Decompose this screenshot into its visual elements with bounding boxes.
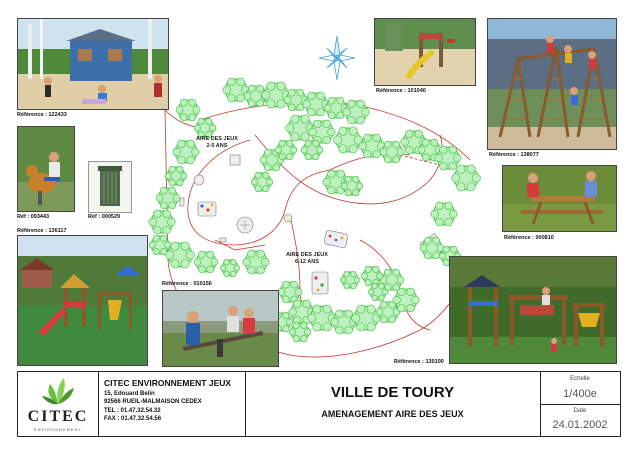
tree-canopy-lobe [435,154,443,162]
tree-canopy-lobe [248,100,255,107]
tree-canopy-lobe [393,269,400,276]
tree-canopy-lobe [451,246,457,252]
tree-canopy-lobe [275,147,281,153]
tree-canopy-lobe [198,251,205,258]
tree-canopy-lobe [435,202,443,210]
tree-canopy-lobe [189,99,196,106]
tree-canopy-lobe [412,296,420,304]
tree-canopy-lobe [177,140,185,148]
tree-canopy-lobe [283,325,289,331]
photo-picnic-table [502,165,617,232]
tree-canopy-lobe [267,179,273,185]
tree-canopy-lobe [393,156,400,163]
tree-canopy-lobe [153,210,161,218]
tree-canopy-lobe [169,187,176,194]
photo-litter-bin [88,161,132,213]
tree-canopy-lobe [347,116,355,124]
photo-ref-6: Référence : 000810 [504,235,554,241]
tree-canopy-lobe [181,242,189,250]
tree-canopy-lobe [349,145,357,153]
tree-canopy-lobe [273,164,280,171]
tree-canopy-lobe [328,112,335,119]
tree-canopy-lobe [255,185,261,191]
tree-canopy-lobe [380,301,387,308]
tree-canopy-lobe [301,147,307,153]
photo-ref-9: Référence : 130100 [394,359,444,365]
tree-canopy-lobe [367,323,375,331]
tree-canopy-lobe [353,189,359,195]
tree-canopy-lobe [171,260,179,268]
tree-canopy-lobe [278,289,285,296]
tree-canopy-lobe [328,128,336,136]
tree-canopy-lobe [187,140,195,148]
tree-canopy-lobe [262,91,270,99]
tree-canopy-lobe [418,147,425,154]
tree-canopy-lobe [186,251,194,259]
tree-canopy-lobe [301,133,309,141]
tree-canopy-lobe [180,114,187,121]
tree-canopy-lobe [149,218,157,226]
tree-canopy-lobe [244,93,251,100]
photo-ref-3: Référence : 138077 [489,152,539,158]
tree-canopy-lobe [323,323,331,331]
fax-number: FAX : 01.47.32.54.56 [104,416,162,422]
tree-canopy-lobe [384,141,391,148]
tree-canopy-lobe [227,78,235,86]
photo-large-structure [449,256,617,364]
tree-canopy-lobe [207,266,214,273]
tree-canopy-lobe [234,265,240,271]
tree-canopy-lobe [193,107,200,114]
tree-canopy-lobe [454,154,462,162]
tree-canopy-lobe [359,142,367,150]
tree-canopy-lobe [433,252,440,259]
tree-canopy-lobe [153,226,161,234]
tree-canopy-lobe [153,235,159,241]
tree-canopy-lobe [379,295,385,301]
photo-ref-7: Référence : 136117 [17,228,67,234]
tree-canopy-lobe [198,266,205,273]
tree-canopy-lobe [257,250,265,258]
tree-canopy-lobe [443,246,449,252]
tree-canopy-lobe [177,166,183,172]
tree-canopy-lobe [207,251,214,258]
tree-canopy-lobe [227,94,235,102]
tree-canopy-lobe [389,316,396,323]
tree-canopy-lobe [363,134,371,142]
tree-canopy-lobe [279,140,285,146]
tree-canopy-lobe [377,273,383,279]
tree-canopy-lobe [301,322,307,328]
tree-canopy-lobe [163,210,171,218]
tree-canopy-lobe [449,162,457,170]
tree-canopy-lobe [331,318,339,326]
tree-canopy-lobe [248,85,255,92]
tree-canopy-lobe [267,100,275,108]
tree-canopy-lobe [295,289,302,296]
tree-canopy-lobe [313,305,321,313]
tree-canopy-lobe [439,162,447,170]
tree-canopy-lobe [439,146,447,154]
tree-canopy-lobe [153,248,159,254]
tree-canopy-lobe [211,259,218,266]
tree-canopy-lobe [457,183,465,191]
photo-slide [374,18,476,86]
tree-canopy-lobe [384,156,391,163]
tree-canopy-lobe [313,120,321,128]
tree-canopy-lobe [220,265,226,271]
tree-canopy-lobe [345,310,353,318]
tree-canopy-lobe [260,157,267,164]
project-title: VILLE DE TOURY [330,384,455,401]
tree-canopy-lobe [255,172,261,178]
tree-canopy-lobe [344,271,350,277]
tree-canopy-lobe [420,245,427,252]
tree-canopy-lobe [352,314,360,322]
tree-canopy-lobe [163,226,171,234]
tree-canopy-lobe [433,237,440,244]
tree-canopy-lobe [303,300,311,308]
tree-canopy-lobe [339,145,347,153]
scale-value: 1/400e [563,388,597,400]
tree-canopy-lobe [372,295,378,301]
company-name: CITEC ENVIRONNEMENT JEUX [104,378,232,388]
tree-canopy-lobe [380,316,387,323]
tree-canopy-lobe [347,100,355,108]
tree-canopy-lobe [223,86,231,94]
tree-canopy-lobe [445,202,453,210]
tree-canopy-lobe [307,108,315,116]
tree-canopy-lobe [160,187,167,194]
tree-canopy-lobe [293,322,299,328]
tree-canopy-lobe [415,130,423,138]
tree-canopy-lobe [328,97,335,104]
tree-canopy-lobe [288,104,295,111]
tree-canopy-lobe [376,309,383,316]
zone-label-6-12-title: AIRE DES JEUX [286,252,328,258]
tree-canopy-lobe [283,312,289,318]
tree-canopy-lobe [357,305,365,313]
tree-canopy-lobe [181,173,187,179]
tree-canopy-lobe [187,156,195,164]
project-subtitle: AMENAGEMENT AIRE DES JEUX [321,409,464,419]
tree-canopy-lobe [382,289,388,295]
tree-canopy-lobe [361,273,367,279]
tree-canopy-lobe [263,172,269,178]
logo-subtitle: ENVIRONNEMENT [33,427,83,432]
title-block-divider [98,372,99,436]
tree-canopy-lobe [177,179,183,185]
tree-canopy-lobe [309,128,317,136]
tree-canopy-lobe [323,305,331,313]
tree-canopy-lobe [194,125,200,131]
tree-canopy-lobe [397,149,404,156]
tree-canopy-lobe [305,140,311,146]
tree-canopy-lobe [393,284,400,291]
tree-canopy-lobe [307,92,315,100]
tree-canopy-lobe [156,195,163,202]
scale-label: Echelle [570,376,590,382]
tree-canopy-lobe [293,300,301,308]
tree-canopy-lobe [373,134,381,142]
tree-canopy-lobe [160,202,167,209]
tree-canopy-lobe [282,281,289,288]
tree-canopy-lobe [323,178,331,186]
tree-canopy-lobe [344,283,350,289]
tree-canopy-lobe [435,218,443,226]
photo-ref-8: Référence : 010156 [162,281,212,287]
tree-canopy-lobe [334,136,342,144]
tree-canopy-lobe [431,210,439,218]
tree-canopy-lobe [345,326,353,334]
tree-canopy-lobe [282,296,289,303]
tree-canopy-lobe [165,242,171,248]
tree-canopy-lobe [405,146,413,154]
tree-canopy-lobe [206,118,212,124]
tree-canopy-lobe [397,277,404,284]
tree-canopy-lobe [264,149,271,156]
tree-canopy-lobe [287,153,293,159]
tree-canopy-lobe [372,283,378,289]
tree-canopy-lobe [405,130,413,138]
tree-canopy-lobe [323,136,331,144]
tree-canopy-lobe [450,210,458,218]
tree-canopy-lobe [337,97,344,104]
tree-canopy-lobe [472,174,480,182]
tree-canopy-lobe [243,258,251,266]
tree-canopy-lobe [301,335,307,341]
tree-canopy-lobe [291,147,297,153]
tree-canopy-lobe [210,125,216,131]
logo-wordmark: CITEC [27,408,89,425]
tree-canopy-lobe [287,319,293,325]
tree-canopy-lobe [181,260,189,268]
tree-canopy-lobe [343,108,351,116]
tree-canopy-lobe [301,115,309,123]
tree-canopy-lobe [176,107,183,114]
tree-canopy-lobe [257,100,264,107]
tree-canopy-lobe [308,314,316,322]
tree-canopy-lobe [317,108,325,116]
tree-canopy-lobe [313,140,319,146]
zone-label-2-5-title: AIRE DES JEUX [196,136,238,142]
title-block [17,371,621,437]
tree-canopy-lobe [262,258,270,266]
tree-canopy-lobe [349,127,357,135]
tree-canopy-lobe [168,218,176,226]
tree-canopy-lobe [173,195,180,202]
tree-canopy-lobe [357,116,365,124]
tree-canopy-lobe [467,165,475,173]
tree-canopy-lobe [257,85,264,92]
tree-canopy-lobe [373,266,379,272]
tree-canopy-lobe [327,186,335,194]
tree-canopy-lobe [357,183,363,189]
tree-canopy-lobe [380,149,387,156]
tree-canopy-lobe [224,271,230,277]
tree-canopy-lobe [171,242,179,250]
photo-ref-2: Référence : 101040 [376,88,426,94]
tree-canopy-lobe [317,92,325,100]
zone-label-2-5 [196,136,238,150]
tree-canopy-lobe [353,176,359,182]
tree-canopy-lobe [264,164,271,171]
tree-canopy-lobe [422,154,429,161]
tree-canopy-lobe [198,118,204,124]
tree-canopy-lobe [291,281,298,288]
tree-canopy-lobe [297,89,304,96]
tree-canopy-lobe [277,82,285,90]
tree-canopy-lobe [251,179,257,185]
tree-canopy-lobe [194,259,201,266]
photo-climbing-frame [487,18,617,150]
tree-canopy-lobe [293,335,299,341]
tree-canopy-lobe [362,108,370,116]
zone-label-2-5-age: 2-5 ANS [206,143,228,149]
tree-canopy-lobe [263,185,269,191]
tree-canopy-lobe [341,183,347,189]
tree-canopy-lobe [357,323,365,331]
tree-canopy-lobe [424,237,431,244]
tree-canopy-lobe [401,138,409,146]
zone-label-6-12-age: 6-12 ANS [294,259,319,265]
tree-canopy-lobe [289,329,295,335]
tree-canopy-lobe [165,173,171,179]
tree-canopy-lobe [303,100,311,108]
tree-canopy-lobe [169,166,175,172]
tree-canopy-lobe [286,124,294,132]
photo-ref-4: Réf : 093443 [17,214,50,220]
tree-canopy-lobe [397,304,405,312]
compass-rose-icon [319,36,355,80]
tree-canopy-lobe [267,82,275,90]
tree-canopy-lobe [189,114,196,121]
tree-canopy-lobe [354,277,360,283]
tree-canopy-lobe [384,269,391,276]
tree-canopy-lobe [317,147,323,153]
tree-canopy-lobe [284,97,291,104]
tree-canopy-lobe [231,271,237,277]
tree-canopy-lobe [373,150,381,158]
photo-spring-rider [17,126,75,212]
tree-canopy-lobe [439,253,445,259]
tree-canopy-lobe [351,271,357,277]
tree-canopy-lobe [452,174,460,182]
tree-canopy-lobe [351,283,357,289]
tree-canopy-lobe [337,170,345,178]
tree-canopy-lobe [393,141,400,148]
tree-canopy-lobe [291,115,299,123]
tree-canopy-lobe [231,259,237,265]
tree-canopy-lobe [365,279,371,285]
tree-canopy-lobe [305,329,311,335]
tree-canopy-lobe [365,266,371,272]
tree-canopy-lobe [363,150,371,158]
tree-canopy-lobe [247,266,255,274]
tree-canopy-lobe [467,183,475,191]
tree-canopy-lobe [407,304,415,312]
tree-canopy-lobe [357,100,365,108]
tree-canopy-lobe [422,139,429,146]
citec-logo-icon [40,374,76,408]
tree-canopy-lobe [291,133,299,141]
tree-canopy-lobe [237,78,245,86]
tree-canopy-lobe [407,288,415,296]
tree-canopy-lobe [431,139,438,146]
tree-canopy-lobe [305,153,311,159]
tree-canopy-lobe [169,202,176,209]
tree-canopy-lobe [247,250,255,258]
address-line-2: 92566 RUEIL-MALMAISON CEDEX [104,399,202,405]
tree-canopy-lobe [324,105,331,112]
tree-canopy-lobe [339,127,347,135]
date-label: Date [573,408,587,414]
tree-canopy-lobe [173,148,181,156]
date-value: 24.01.2002 [552,419,608,431]
tree-canopy-lobe [393,296,401,304]
tree-canopy-lobe [279,153,285,159]
tree-canopy-lobe [345,176,351,182]
tree-canopy-lobe [367,305,375,313]
tree-canopy-lobe [327,170,335,178]
tree-canopy-lobe [161,235,167,241]
tree-canopy-lobe [149,242,155,248]
photo-small-tower [17,235,148,366]
photo-seesaw [162,290,279,367]
tree-canopy-lobe [313,323,321,331]
address-line-1: 15, Edouard Belin [104,391,155,397]
tree-canopy-lobe [457,165,465,173]
tree-canopy-lobe [287,140,293,146]
tree-canopy-lobe [340,277,346,283]
tree-canopy-lobe [335,326,343,334]
photo-ref-5: Réf : 000529 [88,214,121,220]
tree-canopy-lobe [166,251,174,259]
tree-canopy-lobe [323,120,331,128]
tree-canopy-lobe [424,252,431,259]
photo-ref-1: Référence : 122433 [17,112,67,118]
title-block-divider [245,372,246,436]
zone-label-6-12 [286,252,328,266]
tree-canopy-lobe [445,218,453,226]
title-block-divider [540,404,620,405]
tree-canopy-lobe [237,94,245,102]
tree-canopy-lobe [288,89,295,96]
tree-canopy-lobe [368,289,374,295]
tree-canopy-lobe [169,179,175,185]
phone-number: TEL : 01.47.32.54.32 [104,408,161,414]
photo-playhouse [17,18,169,110]
tree-canopy-lobe [257,266,265,274]
tree-canopy-lobe [289,308,297,316]
tree-canopy-lobe [224,259,230,265]
tree-canopy-lobe [449,146,457,154]
tree-canopy-lobe [379,283,385,289]
tree-canopy-lobe [313,153,319,159]
tree-canopy-lobe [345,189,351,195]
tree-canopy-lobe [335,310,343,318]
tree-canopy-lobe [177,156,185,164]
tree-canopy-lobe [180,99,187,106]
